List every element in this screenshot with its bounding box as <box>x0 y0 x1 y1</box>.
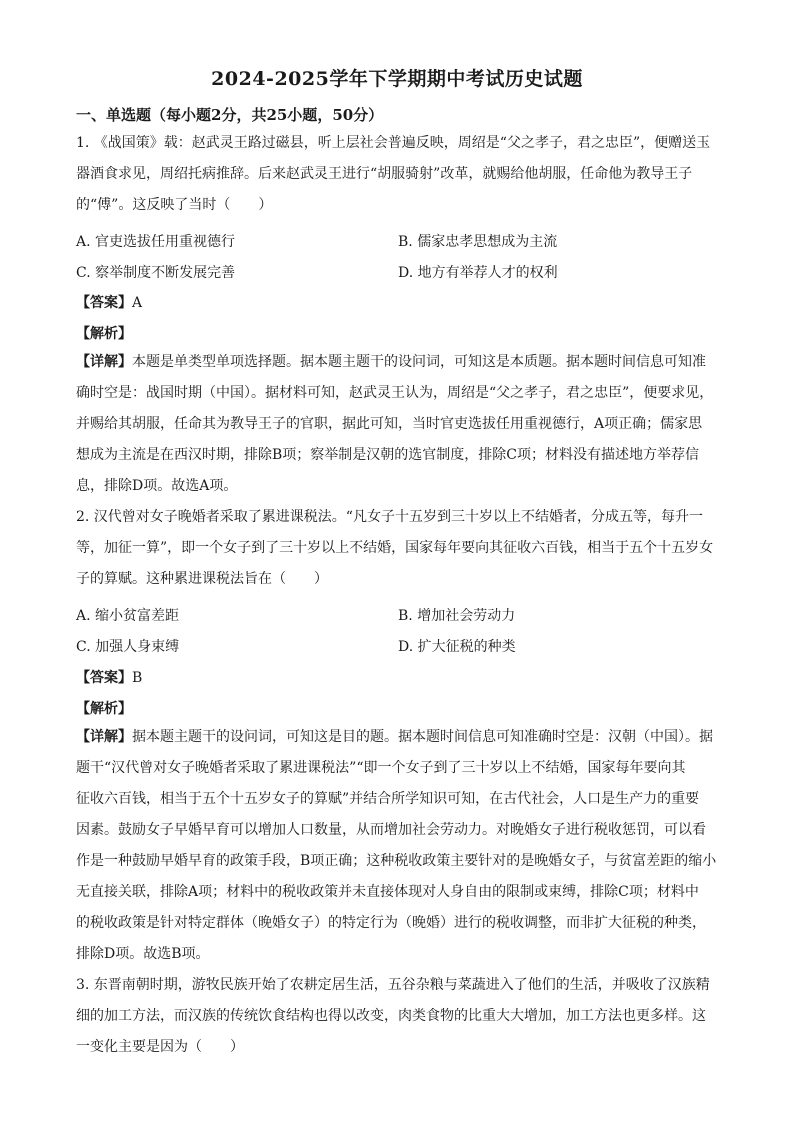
question-2-answer <box>76 667 142 687</box>
question-1-detail <box>76 347 716 502</box>
question-2-option-c: C. 加强人身束缚 <box>76 639 180 655</box>
stem-line: 子的算赋。这种累进课税法旨在（ ） <box>76 571 328 587</box>
stem-line: 等，加征一算”，即一个女子到了三十岁以上不结婚，国家每年要向其征收六百钱，相当于五个十五岁女 <box>76 540 714 556</box>
stem-line: 器酒食求见，周绍托病推辞。后来赵武灵王进行“胡服骑射”改革，就赐给他胡服，任命他为教导王子 <box>76 166 693 182</box>
question-1-option-a: A. 官吏选拔任用重视德行 <box>76 234 236 250</box>
question-2-stem <box>76 502 716 595</box>
answer-value: A <box>132 295 143 311</box>
detail-line: 确时空是：战国时期（中国）。据材料可知，赵武灵王认为，周绍是“父之孝子，君之忠臣”，便要求见， <box>76 385 714 401</box>
question-2-option-d: D. 扩大征税的种类 <box>398 639 516 655</box>
detail-line: 征收六百钱，相当于五个十五岁女子的算赋”并结合所学知识可知，在古代社会，人口是生产力的重要 <box>76 791 700 807</box>
answer-value: B <box>132 670 143 686</box>
question-2-detail <box>76 722 716 970</box>
question-2-option-b: B. 增加社会劳动力 <box>398 608 516 624</box>
question-1-option-b: B. 儒家忠孝思想成为主流 <box>398 234 558 250</box>
analysis-label: 【解析】 <box>76 326 132 342</box>
detail-line: 作是一种鼓励早婚早育的政策手段，B项正确；这种税收政策主要针对的是晚婚女子，与贫富差距的缩小 <box>76 853 717 869</box>
question-1-answer <box>76 292 142 312</box>
detail-line <box>76 722 716 753</box>
detail-line: 想成为主流是在西汉时期，排除B项；察举制是汉朝的选官制度，排除C项；材料没有描述地方举荐信 <box>76 447 699 463</box>
question-1-option-d: D. 地方有举荐人才的权利 <box>398 265 558 281</box>
detail-line: 排除D项。故选B项。 <box>76 946 210 962</box>
analysis-label: 【解析】 <box>76 701 132 717</box>
stem-line: 2. 汉代曾对女子晚婚者采取了累进课税法。“凡女子十五岁到三十岁以上不结婚者，分成五等，每升一 <box>76 509 703 525</box>
detail-label: 【详解】 <box>76 354 132 370</box>
stem-line: 的“傅”。这反映了当时（ ） <box>76 197 273 213</box>
detail-line: 息，排除D项。故选A项。 <box>76 478 238 494</box>
stem-line: 一变化主要是因为（ ） <box>76 1039 244 1055</box>
question-3-stem <box>76 970 716 1063</box>
detail-text: 据本题主题干的设问词，可知这是目的题。据本题时间信息可知准确时空是：汉朝（中国）。据 <box>132 729 713 745</box>
question-1-option-c: C. 察举制度不断发展完善 <box>76 265 236 281</box>
detail-line: 的税收政策是针对特定群体（晚婚女子）的特定行为（晚婚）进行的税收调整，而非扩大征税的种类， <box>76 915 706 931</box>
question-2-analysis-label <box>76 698 132 718</box>
detail-line: 并赐给其胡服，任命其为教导王子的官职，据此可知，当时官吏选拔任用重视德行，A项正确；儒家思 <box>76 416 703 432</box>
detail-text: 本题是单类型单项选择题。据本题主题干的设问词，可知这是本质题。据本题时间信息可知准 <box>132 354 706 370</box>
page-title: 2024-2025学年下学期期中考试历史试题 <box>211 68 583 90</box>
question-2-option-a: A. 缩小贫富差距 <box>76 608 180 624</box>
stem-line: 细的加工方法，而汉族的传统饮食结构也得以改变，肉类食物的比重大大增加，加工方法也更多样。这 <box>76 1008 706 1024</box>
section-heading: 一、单选题（每小题2分，共25小题，50分） <box>76 106 384 124</box>
answer-label: 【答案】 <box>76 295 132 311</box>
question-1-stem <box>76 128 716 221</box>
detail-label: 【详解】 <box>76 729 132 745</box>
stem-line: 3. 东晋南朝时期，游牧民族开始了农耕定居生活，五谷杂粮与菜蔬进入了他们的生活，并吸收了汉族精 <box>76 977 710 993</box>
detail-line: 因素。鼓励女子早婚早育可以增加人口数量，从而增加社会劳动力。对晚婚女子进行税收惩罚，可以看 <box>76 822 706 838</box>
detail-line: 题干“汉代曾对女子晚婚者采取了累进课税法”“即一个女子到了三十岁以上不结婚，国家每年要向其 <box>76 760 686 776</box>
question-1-analysis-label <box>76 323 132 343</box>
detail-line: 无直接关联，排除A项；材料中的税收政策并未直接体现对人身自由的限制或束缚，排除C项；材料中 <box>76 884 699 900</box>
stem-line: 1. 《战国策》载：赵武灵王路过磁县，听上层社会普遍反映，周绍是“父之孝子，君之忠臣”，便赠送玉 <box>76 135 711 151</box>
detail-line <box>76 347 716 378</box>
answer-label: 【答案】 <box>76 670 132 686</box>
